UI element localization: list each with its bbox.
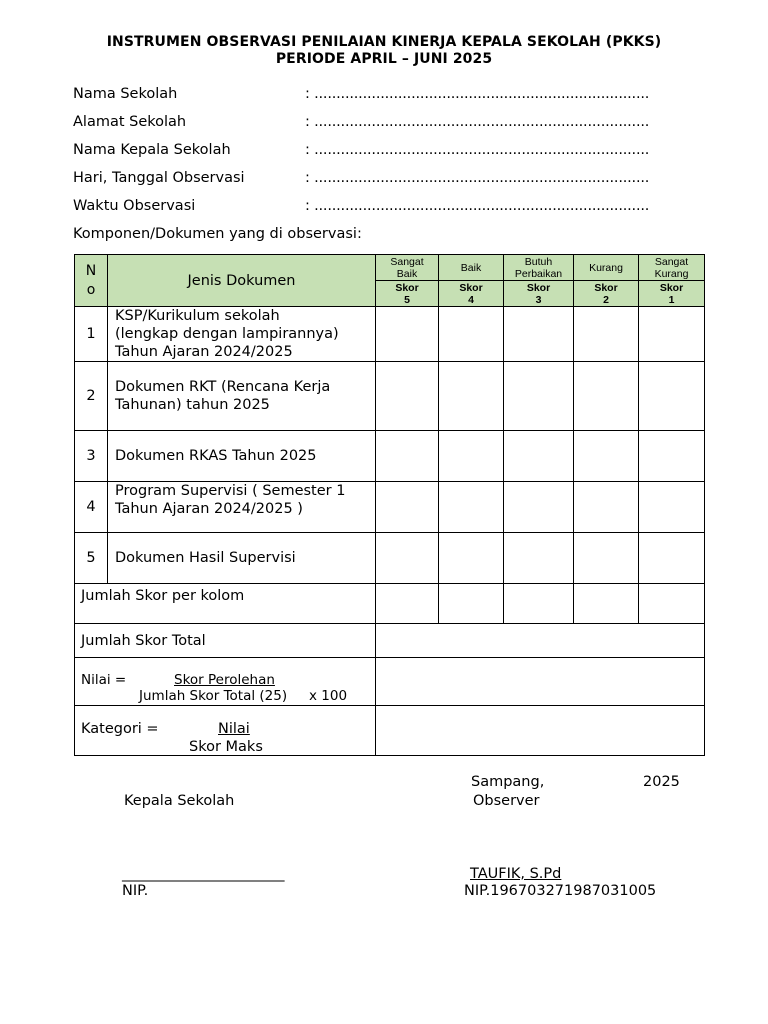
score-cell-3[interactable] — [504, 533, 574, 584]
info-label: Nama Kepala Sekolah — [73, 142, 231, 158]
jumlah-per-kolom-row — [75, 584, 705, 624]
score-cell-3[interactable] — [504, 482, 574, 533]
header-skor-3: Skor 3 — [504, 281, 574, 307]
score-cell-2[interactable] — [574, 482, 639, 533]
score-cell-5[interactable] — [376, 482, 439, 533]
info-value: : ............................................................................ — [305, 142, 650, 158]
jumlah-total-row — [75, 624, 705, 658]
row-number: 1 — [75, 307, 108, 362]
row-number: 3 — [75, 431, 108, 482]
info-label: Hari, Tanggal Observasi — [73, 170, 245, 186]
score-cell-4[interactable] — [439, 362, 504, 431]
score-cell-2[interactable] — [574, 307, 639, 362]
observation-table — [74, 254, 705, 756]
row-number: 5 — [75, 533, 108, 584]
jumlah-total-value[interactable] — [376, 624, 705, 658]
document-name: Program Supervisi ( Semester 1 Tahun Ajaran 2024/2025 ) — [108, 482, 376, 533]
info-value: : ............................................................................ — [305, 86, 650, 102]
document-title: INSTRUMEN OBSERVASI PENILAIAN KINERJA KEPALA SEKOLAH (PKKS) — [106, 34, 662, 50]
kategori-formula — [75, 706, 376, 756]
kategori-label: Kategori = — [81, 721, 159, 737]
jumlah-per-kolom-label: Jumlah Skor per kolom — [75, 584, 376, 624]
score-cell-3[interactable] — [504, 431, 574, 482]
score-cell-2[interactable] — [574, 533, 639, 584]
document-name: Dokumen RKAS Tahun 2025 — [108, 431, 376, 482]
header-skor-1: Skor 1 — [639, 281, 705, 307]
kategori-value[interactable] — [376, 706, 705, 756]
kategori-row — [75, 706, 705, 756]
score-cell-4[interactable] — [439, 533, 504, 584]
komponen-label: Komponen/Dokumen yang di observasi: — [73, 226, 362, 242]
jumlah-total-label: Jumlah Skor Total — [75, 624, 376, 658]
sum-cell-4[interactable] — [439, 584, 504, 624]
score-cell-3[interactable] — [504, 307, 574, 362]
score-cell-1[interactable] — [639, 431, 705, 482]
score-cell-1[interactable] — [639, 362, 705, 431]
header-sangat-kurang: Sangat Kurang — [639, 255, 705, 281]
nilai-value[interactable] — [376, 658, 705, 706]
info-label: Alamat Sekolah — [73, 114, 187, 130]
info-value: : ............................................................................ — [305, 198, 650, 214]
header-sangat-baik: Sangat Baik — [376, 255, 439, 281]
nilai-numerator: Skor Perolehan — [174, 672, 275, 688]
header-baik: Baik — [439, 255, 504, 281]
table-row — [75, 482, 705, 533]
document-name: Dokumen Hasil Supervisi — [108, 533, 376, 584]
document-period: PERIODE APRIL – JUNI 2025 — [275, 51, 493, 67]
info-label: Waktu Observasi — [73, 198, 196, 214]
info-label: Nama Sekolah — [73, 86, 178, 102]
table-row — [75, 307, 705, 362]
table-row — [75, 362, 705, 431]
kategori-denominator: Skor Maks — [189, 739, 263, 755]
nilai-row — [75, 658, 705, 706]
signature-line: ________________________ — [122, 866, 284, 882]
header-skor-4: Skor 4 — [439, 281, 504, 307]
score-cell-4[interactable] — [439, 482, 504, 533]
sum-cell-3[interactable] — [504, 584, 574, 624]
header-skor-5: Skor 5 — [376, 281, 439, 307]
score-cell-5[interactable] — [376, 533, 439, 584]
observer-title: Observer — [473, 793, 540, 809]
header-butuh-perbaikan: Butuh Perbaikan — [504, 255, 574, 281]
table-row — [75, 431, 705, 482]
info-value: : ............................................................................ — [305, 114, 650, 130]
header-jenis-dokumen: Jenis Dokumen — [108, 255, 376, 307]
score-cell-2[interactable] — [574, 431, 639, 482]
score-cell-1[interactable] — [639, 533, 705, 584]
sum-cell-5[interactable] — [376, 584, 439, 624]
header-no: N o — [75, 255, 108, 307]
kategori-numerator: Nilai — [218, 721, 250, 737]
score-cell-1[interactable] — [639, 307, 705, 362]
score-cell-5[interactable] — [376, 431, 439, 482]
nilai-multiplier: x 100 — [309, 688, 348, 704]
document-name: Dokumen RKT (Rencana Kerja Tahunan) tahun 2025 — [108, 362, 376, 431]
row-number: 4 — [75, 482, 108, 533]
kepala-sekolah-title: Kepala Sekolah — [124, 793, 235, 809]
header-kurang: Kurang — [574, 255, 639, 281]
score-cell-3[interactable] — [504, 362, 574, 431]
nilai-formula — [75, 658, 376, 706]
header-skor-2: Skor 2 — [574, 281, 639, 307]
score-cell-5[interactable] — [376, 307, 439, 362]
signature-place: Sampang, — [471, 774, 545, 790]
sum-cell-2[interactable] — [574, 584, 639, 624]
score-cell-1[interactable] — [639, 482, 705, 533]
kepala-sekolah-nip: NIP. — [122, 883, 149, 899]
signature-year: 2025 — [643, 774, 680, 790]
sum-cell-1[interactable] — [639, 584, 705, 624]
score-cell-5[interactable] — [376, 362, 439, 431]
score-cell-2[interactable] — [574, 362, 639, 431]
nilai-label: Nilai = — [81, 672, 127, 688]
observer-name: TAUFIK, S.Pd — [470, 866, 562, 882]
info-value: : ............................................................................ — [305, 170, 650, 186]
row-number: 2 — [75, 362, 108, 431]
table-row — [75, 533, 705, 584]
nilai-denominator: Jumlah Skor Total (25) — [139, 688, 288, 704]
score-cell-4[interactable] — [439, 431, 504, 482]
score-cell-4[interactable] — [439, 307, 504, 362]
observer-nip: NIP.196703271987031005 — [464, 883, 657, 899]
document-name: KSP/Kurikulum sekolah (lengkap dengan lampirannya) Tahun Ajaran 2024/2025 — [108, 307, 376, 362]
